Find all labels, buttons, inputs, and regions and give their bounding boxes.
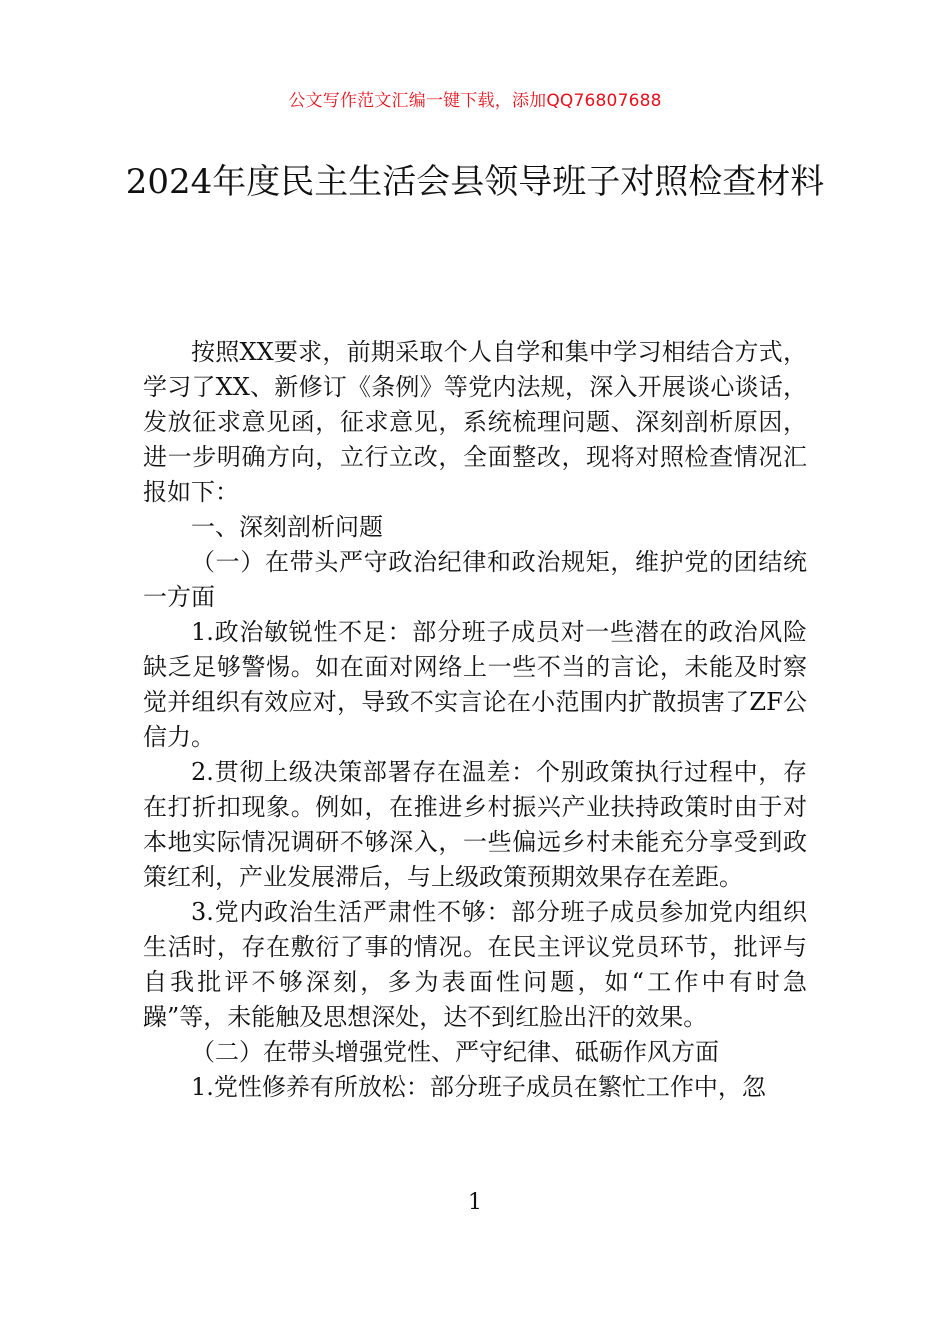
page-number: 1 (468, 1190, 482, 1215)
section-heading-1: 一、深刻剖析问题 (191, 513, 383, 541)
document-title: 2024年度民主生活会县领导班子对照检查材料 (125, 162, 825, 202)
paragraph-item-2: 2.贯彻上级决策部署存在温差：个别政策执行过程中，存在打折扣现象。例如，在推进乡村振兴产业扶持政策时由于对本地实际情况调研不够深入，一些偏远乡村未能充分享受到政策红利，产业发展滞后，与上级政策预期效果存在差距。 (143, 758, 807, 891)
paragraph-item-1: 1.政治敏锐性不足：部分班子成员对一些潜在的政治风险缺乏足够警惕。如在面对网络上一些不当的言论，未能及时察觉并组织有效应对，导致不实言论在小范围内扩散损害了ZF公信力。 (143, 618, 807, 751)
paragraph-item-4: 1.党性修养有所放松：部分班子成员在繁忙工作中，忽 (191, 1073, 766, 1101)
document-body (143, 335, 807, 1105)
watermark-banner: 公文写作范文汇编一键下载，添加QQ76807688 (288, 91, 662, 111)
subsection-heading-1: （一）在带头严守政治纪律和政治规矩，维护党的团结统一方面 (143, 548, 807, 611)
subsection-heading-2: （二）在带头增强党性、严守纪律、砥砺作风方面 (191, 1038, 719, 1066)
intro-paragraph: 按照XX要求，前期采取个人自学和集中学习相结合方式，学习了XX、新修订《条例》等党内法规，深入开展谈心谈话，发放征求意见函，征求意见，系统梳理问题、深刻剖析原因，进一步明确方向，立行立改，全面整改，现将对照检查情况汇报如下： (143, 338, 807, 506)
paragraph-item-3: 3.党内政治生活严肃性不够：部分班子成员参加党内组织生活时，存在敷衍了事的情况。在民主评议党员环节，批评与自我批评不够深刻，多为表面性问题，如“工作中有时急躁”等，未能触及思想深处，达不到红脸出汗的效果。 (143, 898, 807, 1031)
